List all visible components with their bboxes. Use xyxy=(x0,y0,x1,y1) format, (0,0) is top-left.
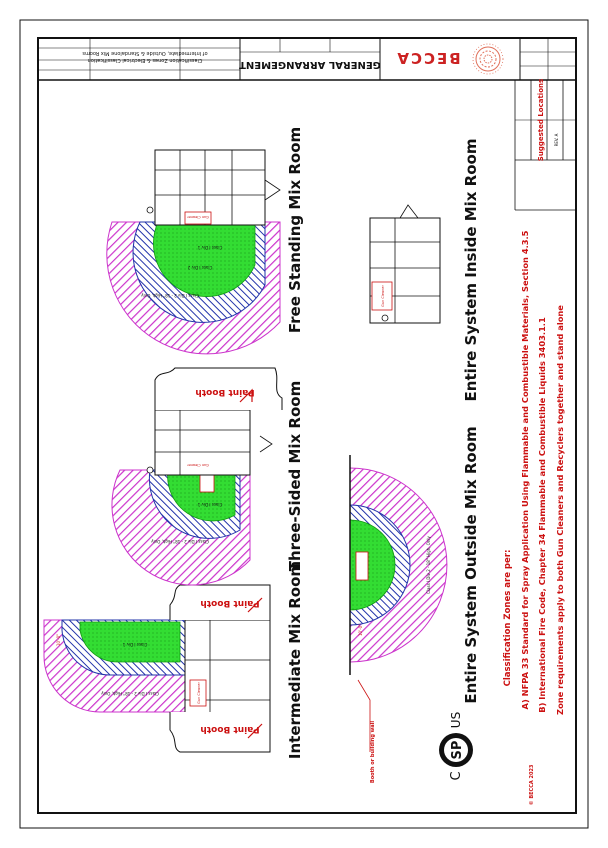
csa-us-mark: US xyxy=(449,711,463,729)
intermediate-label-dim: 10'-0" xyxy=(56,633,61,647)
gun-cleaner-label: Gun Cleaner xyxy=(187,215,209,219)
booth-wall-leader xyxy=(358,680,370,752)
copyright: © BECCA 2023 xyxy=(529,764,535,806)
paint-booth-top-label: Paint Booth xyxy=(200,598,260,608)
csa-logo xyxy=(439,712,473,781)
outside-label-div2-18: Class I Div 2 - 18" High, Only xyxy=(426,536,431,594)
view-intermediate-mix-room xyxy=(44,561,304,759)
room-door-swing xyxy=(400,205,418,218)
gun-cleaner-label: Gun Cleaner xyxy=(197,682,201,704)
free-standing-label-div1: Class I Div 1 xyxy=(197,245,223,250)
intermediate-label-div2-18: Class I Div 2 - 18" High, Only xyxy=(101,691,159,696)
view-title-inside: Entire System Inside Mix Room xyxy=(462,138,480,402)
gun-cleaner-label: Gun Cleaner xyxy=(381,285,385,307)
becca-logo-icon xyxy=(473,44,503,74)
view-title-outside: Entire System Outside Mix Room xyxy=(462,426,480,704)
view-title-three-sided: Three-Sided Mix Room xyxy=(286,380,304,572)
view-inside-mix-room xyxy=(370,139,480,402)
ground-symbol-icon xyxy=(147,467,153,473)
three-sided-label-div2-18: Class I Div 2 - 18" High, Only xyxy=(151,539,209,544)
csa-c-mark: C xyxy=(449,771,464,781)
view-title-intermediate: Intermediate Mix Room xyxy=(286,560,304,760)
title-description-line-2: of Intermediate, Outside & Standalone Mix Rooms xyxy=(82,50,208,56)
gun-cleaner-label: Gun Cleaner xyxy=(187,463,209,467)
free-standing-label-div2-18: Class I Div 2 - 18" High, Only xyxy=(141,293,199,298)
three-sided-label-div1: Class I Div 1 xyxy=(197,502,223,507)
booth-wall-label: Booth or building wall xyxy=(370,720,376,784)
notes-line-c: Zone requirements apply to both Gun Cleaners and Recyclers together and stand alone xyxy=(555,305,565,715)
paint-booth-label: Paint Booth xyxy=(195,387,255,397)
gun-cleaner-box xyxy=(356,552,368,580)
view-three-sided-mix-room xyxy=(112,368,304,585)
outside-label-dim: 10'-0" xyxy=(358,623,363,637)
view-title-free-standing: Free Standing Mix Room xyxy=(286,126,304,334)
notes-line-a: A) NFPA 33 Standard for Spray Application Using Flammable and Combustible Materials, Section 4.3.5 xyxy=(520,230,530,710)
rev-block: REV. A xyxy=(554,133,559,147)
csa-seal-mark: SP xyxy=(450,740,465,760)
notes-line-b: B) International Fire Code, Chapter 34 Flammable and Combustible Liquids 3403.1.1 xyxy=(537,317,547,713)
classification-notes xyxy=(503,230,565,715)
sheet-subtitle: Suggested Locations xyxy=(537,78,545,162)
view-outside-mix-room xyxy=(350,426,480,783)
intermediate-label-div1: Class I Div 1 xyxy=(122,642,148,647)
right-title-strip xyxy=(515,79,576,210)
ground-symbol-icon xyxy=(382,315,388,321)
room-door-swing xyxy=(260,436,272,452)
paint-booth-bottom-label: Paint Booth xyxy=(200,724,260,734)
title-description-line-1: Classification Zones & Electrical Classification xyxy=(87,57,203,63)
notes-heading: Classification Zones are per: xyxy=(503,549,513,687)
room-door-swing xyxy=(265,180,280,200)
view-free-standing-mix-room xyxy=(107,127,304,354)
free-standing-label-div2: Class I Div 2 xyxy=(187,265,213,270)
ground-symbol-icon xyxy=(147,207,153,213)
title-block xyxy=(38,38,576,80)
company-name: BECCA xyxy=(395,49,461,67)
drawing-title: GENERAL ARRANGEMENT xyxy=(239,59,381,70)
